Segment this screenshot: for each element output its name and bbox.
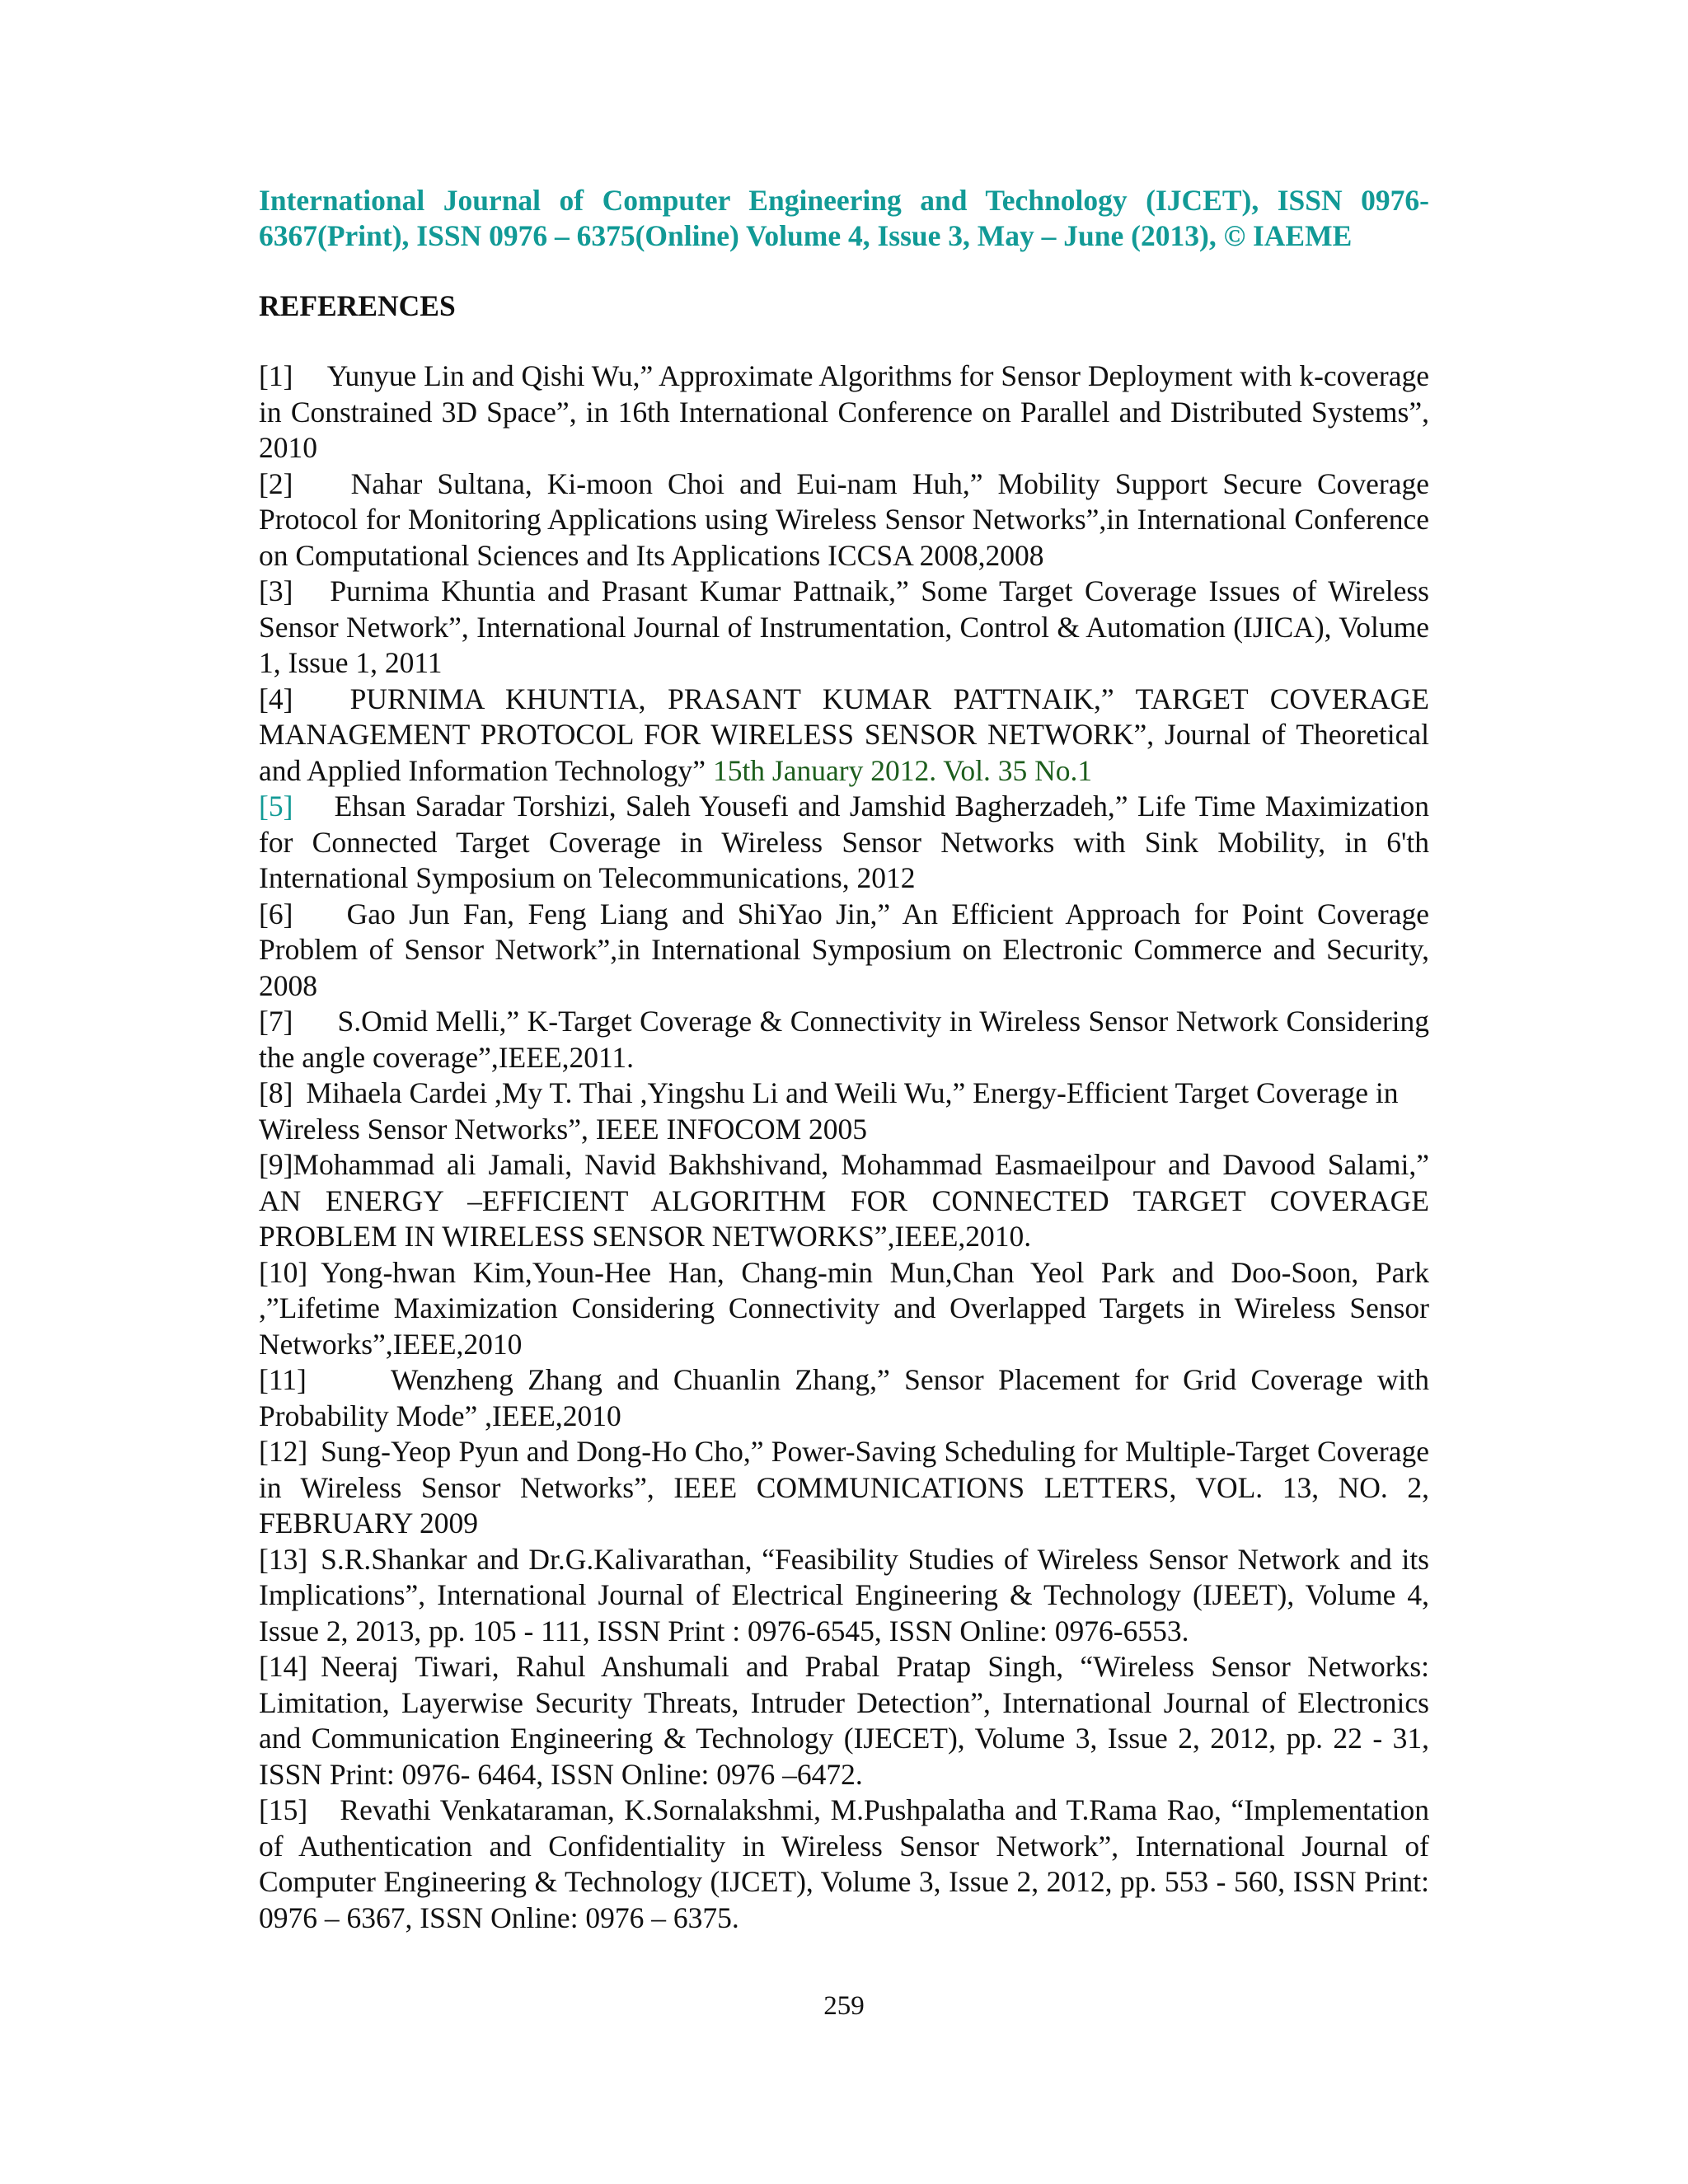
reference-text: Mihaela Cardei ,My T. Thai ,Yingshu Li and Weili Wu,” Energy-Efficient Target Coverage in Wireless Sensor Networks”, IEEE INFOCOM 2005 — [259, 1076, 1399, 1146]
reference-number: [6] — [259, 897, 293, 930]
references-heading: REFERENCES — [259, 289, 456, 322]
reference-item-12 — [259, 1434, 1429, 1542]
reference-item-11 — [259, 1362, 1429, 1434]
reference-item-6 — [259, 897, 1429, 1005]
reference-text: Gao Jun Fan, Feng Liang and ShiYao Jin,” An Efficient Approach for Point Coverage Problem of Sensor Network”,in International Symposium on Electronic Commerce and Security, 2008 — [259, 897, 1430, 1002]
reference-text: Sung-Yeop Pyun and Dong-Ho Cho,” Power-Saving Scheduling for Multiple-Target Coverage in Wireless Sensor Networks”, IEEE COMMUNICATIONS LETTERS, VOL. 13, NO. 2, FEBRUARY 2009 — [259, 1435, 1429, 1540]
reference-item-5 — [259, 789, 1429, 897]
reference-text: Mohammad ali Jamali, Navid Bakhshivand, Mohammad Easmaeilpour and Davood Salami,” AN ENERGY –EFFICIENT ALGORITHM FOR CONNECTED TARGET COVERAGE PROBLEM IN WIRELESS SENSOR NETWORKS”,IEEE,2010. — [259, 1148, 1429, 1253]
reference-text: Ehsan Saradar Torshizi, Saleh Yousefi and Jamshid Bagherzadeh,” Life Time Maximization for Connected Target Coverage in Wireless Sensor Networks with Sink Mobility, in 6'th International Symposium on Telecommunications, 2012 — [259, 790, 1429, 894]
reference-number: [2] — [259, 466, 293, 500]
reference-list — [259, 359, 1429, 1936]
reference-item-9 — [259, 1147, 1429, 1255]
reference-item-1 — [259, 359, 1429, 466]
reference-number: [10] — [259, 1255, 308, 1289]
reference-text: Nahar Sultana, Ki-moon Choi and Eui-nam Huh,” Mobility Support Secure Coverage Protocol for Monitoring Applications using Wireless Sensor Networks”,in International Conference on Computational Sciences and Its Applications ICCSA 2008,2008 — [259, 466, 1430, 572]
reference-text: Yunyue Lin and Qishi Wu,” Approximate Algorithms for Sensor Deployment with k-coverage in Constrained 3D Space”, in 16th International Conference on Parallel and Distributed Systems”, 2010 — [259, 359, 1429, 464]
reference-number: [14] — [259, 1650, 308, 1683]
reference-item-13 — [259, 1542, 1429, 1650]
reference-number: [1] — [259, 359, 293, 392]
reference-text: PURNIMA KHUNTIA, PRASANT KUMAR PATTNAIK,” TARGET COVERAGE MANAGEMENT PROTOCOL FOR WIRELESS SENSOR NETWORK”, Journal of Theoretical and Applied Information Technology” — [259, 682, 1429, 787]
reference-text: Revathi Venkataraman, K.Sornalakshmi, M.Pushpalatha and T.Rama Rao, “Implementation of Authentication and Confidentiality in Wireless Sensor Network”, International Journal of Computer Engineering & Technology (IJCET), Volume 3, Issue 2, 2012, pp. 553 - 560, ISSN Print: 0976 – 6367, ISSN Online: 0976 – 6375. — [259, 1793, 1430, 1934]
reference-number: [5] — [259, 790, 293, 823]
reference-number: [13] — [259, 1542, 308, 1576]
page-number: 259 — [823, 1991, 865, 2021]
reference-item-15 — [259, 1793, 1429, 1936]
reference-text: S.Omid Melli,” K-Target Coverage & Connectivity in Wireless Sensor Network Considering the angle coverage”,IEEE,2011. — [259, 1005, 1430, 1074]
reference-number: [4] — [259, 682, 293, 715]
reference-item-10 — [259, 1255, 1429, 1363]
reference-number: [7] — [259, 1005, 293, 1038]
reference-text: Neeraj Tiwari, Rahul Anshumali and Prabal Pratap Singh, “Wireless Sensor Networks: Limitation, Layerwise Security Threats, Intruder Detection”, International Journal of Electronics and Communication Engineering & Technology (IJECET), Volume 3, Issue 2, 2012, pp. 22 - 31, ISSN Print: 0976- 6464, ISSN Online: 0976 –6472. — [259, 1650, 1429, 1791]
reference-number: [9] — [259, 1148, 293, 1181]
reference-number: [12] — [259, 1435, 308, 1468]
reference-item-2 — [259, 466, 1429, 574]
journal-header: International Journal of Computer Engineering and Technology (IJCET), ISSN 0976-6367(Print), ISSN 0976 – 6375(Online) Volume 4, Issue 3, May – June (2013), © IAEME — [259, 184, 1429, 252]
reference-item-7 — [259, 1004, 1429, 1076]
reference-number: [3] — [259, 574, 293, 607]
reference-text: Wenzheng Zhang and Chuanlin Zhang,” Sensor Placement for Grid Coverage with Probability Mode” ,IEEE,2010 — [259, 1363, 1429, 1432]
reference-item-4 — [259, 682, 1429, 790]
reference-date-highlight: 15th January 2012. Vol. 35 No.1 — [712, 753, 1093, 787]
reference-number: [11] — [259, 1363, 307, 1396]
reference-number: [15] — [259, 1793, 308, 1826]
reference-item-14 — [259, 1649, 1429, 1793]
reference-text: Purnima Khuntia and Prasant Kumar Pattnaik,” Some Target Coverage Issues of Wireless Sensor Network”, International Journal of Instrumentation, Control & Automation (IJICA), Volume 1, Issue 1, 2011 — [259, 574, 1429, 679]
reference-text: Yong-hwan Kim,Youn-Hee Han, Chang-min Mun,Chan Yeol Park and Doo-Soon, Park ,”Lifetime Maximization Considering Connectivity and Overlapped Targets in Wireless Sensor Networks”,IEEE,2010 — [259, 1255, 1429, 1361]
reference-text: S.R.Shankar and Dr.G.Kalivarathan, “Feasibility Studies of Wireless Sensor Network and its Implications”, International Journal of Electrical Engineering & Technology (IJEET), Volume 4, Issue 2, 2013, pp. 105 - 111, ISSN Print : 0976-6545, ISSN Online: 0976-6553. — [259, 1542, 1429, 1647]
reference-item-8 — [259, 1076, 1429, 1147]
reference-item-3 — [259, 574, 1429, 682]
reference-number: [8] — [259, 1076, 293, 1109]
